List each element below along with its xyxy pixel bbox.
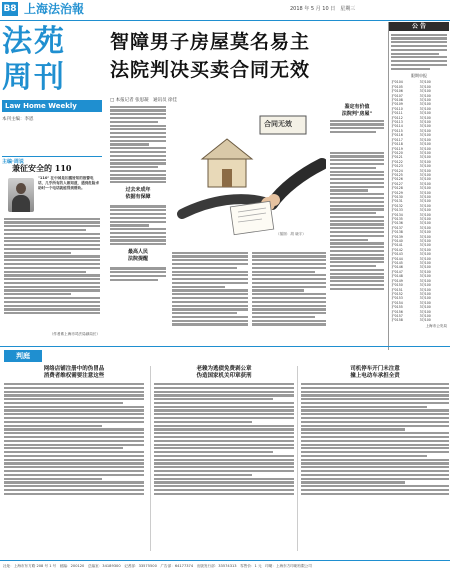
footer-text: 社址：上海市东方路 208 号 1 号 邮编：200120 总编室：34189300 记者部：33575500 广告部：64177374 出版发行部：33574313 零售价：1 元 印刷：上海东方印刷有限公司 [3, 564, 312, 568]
notice-cell-code: 沪0140 [391, 239, 403, 244]
notice-cell-code: 沪0149 [391, 278, 403, 283]
notice-cell-code: 沪0108 [391, 98, 403, 103]
subhead-3: 鉴定有价值 法院判"房屋" [341, 104, 373, 117]
notice-cell-value: 37/100 [419, 181, 431, 186]
brand-editor: 本刊主编：李恩 [2, 117, 34, 122]
notice-cell-code: 沪0146 [391, 265, 403, 270]
notice-cell-value: 37/100 [419, 190, 431, 195]
illustration [172, 104, 326, 244]
notice-cell-code: 沪0148 [391, 274, 403, 279]
notice-cell-code: 沪0119 [391, 146, 403, 151]
notice-cell-value: 37/100 [419, 106, 431, 111]
notice-cell-code: 沪0117 [391, 137, 403, 142]
notice-cell-value: 37/100 [419, 137, 431, 142]
notice-cell-code: 沪0131 [391, 199, 403, 204]
bottom-article-1-title: 网络店铺注册中的伪冒品 消费者维权需要注意这些 [43, 366, 105, 379]
notice-cell-value: 37/100 [419, 93, 431, 98]
notice-cell-code: 沪0128 [391, 186, 403, 191]
column-title: 兼征安全的 110 [12, 163, 72, 173]
notice-cell-value: 37/100 [419, 111, 431, 116]
headline-line1: 智障男子房屋莫名易主 [110, 31, 311, 53]
notice-footer: 上海市公安局 [425, 323, 447, 328]
notice-cell-code: 沪0143 [391, 252, 403, 257]
notice-cell-value: 37/100 [419, 252, 431, 257]
notice-cell-code: 沪0154 [391, 300, 403, 305]
bottom-divider [0, 346, 450, 347]
notice-cell-value: 37/100 [419, 234, 431, 239]
notice-cell-value: 37/100 [419, 168, 431, 173]
notice-cell-code: 沪0145 [391, 261, 403, 266]
author-photo [8, 178, 34, 212]
illustration-caption: （插图：胡 晓宇） [276, 232, 306, 236]
notice-cell-value: 37/100 [419, 120, 431, 125]
masthead [0, 0, 450, 21]
notice-table [391, 80, 447, 322]
notice-cell-code: 沪0114 [391, 124, 403, 129]
notice-cell-value: 37/100 [419, 313, 431, 318]
footer [0, 560, 450, 574]
column-sign: （作者系上海市司法局副局长） [49, 332, 100, 336]
masthead-logo: 上海法治報 [24, 2, 85, 16]
brand-title-line2: 周刊 [2, 60, 66, 95]
side-box [330, 104, 384, 146]
illustration-graphic [172, 104, 326, 244]
notice-cell-code: 沪0134 [391, 212, 403, 217]
notice-cell-value: 37/100 [419, 256, 431, 261]
notice-cell-value: 37/100 [419, 230, 431, 235]
notice-cell-value: 37/100 [419, 115, 431, 120]
article-col-3 [252, 250, 326, 338]
masthead-date: 2018 年 5 月 10 日 星期三 [290, 6, 356, 12]
notice-cell-code: 沪0138 [391, 230, 403, 235]
notice-cell-value: 37/100 [419, 287, 431, 292]
notice-cell-value: 37/100 [419, 225, 431, 230]
notice-cell-value: 37/100 [419, 265, 431, 270]
notice-cell-code: 沪0137 [391, 225, 403, 230]
subhead-2: 最高人民 法院提醒 [127, 249, 148, 263]
notice-cell-code: 沪0106 [391, 89, 403, 94]
notice-cell-value: 37/100 [419, 159, 431, 164]
article-col-2 [172, 250, 248, 338]
notice-cell-code: 沪0105 [391, 84, 403, 89]
notice-cell-code: 沪0150 [391, 283, 403, 288]
notice-cell-value: 37/100 [419, 243, 431, 248]
bottom-article-1 [4, 366, 144, 551]
notice-cell-value: 37/100 [419, 89, 431, 94]
notice-cell-value: 37/100 [419, 212, 431, 217]
notice-cell-value: 37/100 [419, 291, 431, 296]
brand-title-line1: 法苑 [2, 24, 66, 59]
notice-cell-value: 37/100 [419, 142, 431, 147]
notice-cell-code: 沪0142 [391, 247, 403, 252]
page-code-badge: B8 [3, 4, 17, 14]
notice-cell-value: 37/100 [419, 203, 431, 208]
notice-cell-code: 沪0118 [391, 142, 403, 147]
notice-cell-value: 37/100 [419, 221, 431, 226]
brand-block [2, 24, 102, 134]
bottom-article-2 [150, 366, 294, 551]
bottom-article-2-title: 老赖为逃债免费剥公章 伪造国家机关印章获刑 [196, 366, 252, 379]
notice-cell-code: 沪0107 [391, 93, 403, 98]
notice-cell-value: 37/100 [419, 124, 431, 129]
notice-cell-code: 沪0130 [391, 194, 403, 199]
notice-cell-value: 37/100 [419, 300, 431, 305]
bottom-section-label: 判庭 [4, 350, 42, 362]
notice-cell-code: 沪0155 [391, 305, 403, 310]
notice-cell-value: 37/100 [419, 199, 431, 204]
notice-cell-value: 37/100 [419, 296, 431, 301]
column-quote: "110" 在中国是妇孺皆知的报警电话，几乎所有的人都知道，遇到危险求助时一个电话就能得到帮助。 [38, 176, 100, 191]
notice-row [391, 318, 447, 322]
notice-cell-value: 37/100 [419, 98, 431, 103]
notice-cell-value: 37/100 [419, 155, 431, 160]
bottom-article-3 [297, 366, 449, 551]
notice-cell-code: 沪0147 [391, 269, 403, 274]
notice-cell-code: 沪0126 [391, 177, 403, 182]
notice-cell-code: 沪0158 [391, 318, 403, 323]
notice-cell-value: 37/100 [419, 186, 431, 191]
notice-cell-code: 沪0121 [391, 155, 403, 160]
notice-cell-code: 沪0123 [391, 164, 403, 169]
notice-cell-code: 沪0153 [391, 296, 403, 301]
notice-cell-code: 沪0157 [391, 313, 403, 318]
notice-cell-code: 沪0129 [391, 190, 403, 195]
subhead-1: 过去未成年 依据有保障 [125, 187, 151, 201]
column-body [4, 216, 100, 336]
notice-cell-value: 37/100 [419, 247, 431, 252]
notice-cell-value: 37/100 [419, 269, 431, 274]
byline: □ 本报记者 张思凝 通讯员 徐佳 [110, 98, 178, 103]
notice-cell-value: 37/100 [419, 274, 431, 279]
notice-cell-code: 沪0111 [391, 111, 403, 116]
headline-line2: 法院判决买卖合同无效 [110, 59, 311, 81]
notice-cell-value: 37/100 [419, 102, 431, 107]
notice-cell-value: 37/100 [419, 217, 431, 221]
illustration-sign-text: 合同无效 [264, 119, 292, 128]
notice-cell-code: 沪0127 [391, 181, 403, 186]
notice-cell-value: 37/100 [419, 80, 431, 85]
notice-cell-code: 沪0152 [391, 291, 403, 296]
article-col-4 [330, 150, 384, 338]
notice-cell-code: 沪0109 [391, 102, 403, 107]
notice-cell-value: 37/100 [419, 278, 431, 283]
notice-cell-value: 37/100 [419, 239, 431, 244]
notice-cell-code: 沪0122 [391, 159, 403, 164]
bottom-article-3-title: 司机停车开门未注意 撞上电动车承担全责 [350, 366, 400, 379]
notice-cell-value: 37/100 [419, 150, 431, 155]
notice-cell-code: 沪0110 [391, 106, 403, 111]
notice-cell-value: 37/100 [419, 164, 431, 169]
notice-cell-value: 37/100 [419, 177, 431, 182]
notice-cell-code: 沪0156 [391, 309, 403, 314]
article-col-1 [110, 104, 166, 339]
notice-header: 公 告 [389, 22, 449, 31]
notice-cell-code: 沪0136 [391, 221, 403, 226]
notice-cell-code: 沪0135 [391, 217, 403, 221]
notice-cell-value: 37/100 [419, 172, 431, 177]
notice-cell-code: 沪0141 [391, 243, 403, 248]
column-label-bar [2, 148, 102, 165]
notice-cell-value: 37/100 [419, 283, 431, 288]
notice-cell-value: 37/100 [419, 309, 431, 314]
notice-cell-code: 沪0133 [391, 208, 403, 213]
notice-cell-code: 沪0112 [391, 115, 403, 120]
notice-cell-value: 37/100 [419, 146, 431, 151]
notice-cell-value: 37/100 [419, 133, 431, 138]
notice-cell-value: 37/100 [419, 208, 431, 213]
notice-cell-value: 37/100 [419, 305, 431, 310]
notice-cell-code: 沪0139 [391, 234, 403, 239]
notice-sub: 限期申报 [411, 73, 427, 79]
notice-cell-value: 37/100 [419, 261, 431, 266]
notice-cell-value: 37/100 [419, 84, 431, 89]
notice-cell-code: 沪0120 [391, 150, 403, 155]
notice-cell-code: 沪0124 [391, 168, 403, 173]
notice-cell-code: 沪0125 [391, 172, 403, 177]
brand-subtitle: Law Home Weekly [2, 100, 102, 112]
notice-cell-value: 37/100 [419, 128, 431, 133]
notice-cell-code: 沪0132 [391, 203, 403, 208]
notice-cell-code: 沪0151 [391, 287, 403, 292]
notice-cell-value: 37/100 [419, 318, 431, 323]
notice-cell-code: 沪0113 [391, 120, 403, 125]
notice-panel [388, 22, 449, 350]
column-label: 主编·周说 [2, 159, 24, 165]
notice-cell-code: 沪0144 [391, 256, 403, 261]
notice-cell-code: 沪0115 [391, 128, 403, 133]
notice-cell-code: 沪0104 [391, 80, 403, 85]
notice-cell-value: 37/100 [419, 194, 431, 199]
notice-cell-code: 沪0116 [391, 133, 403, 138]
